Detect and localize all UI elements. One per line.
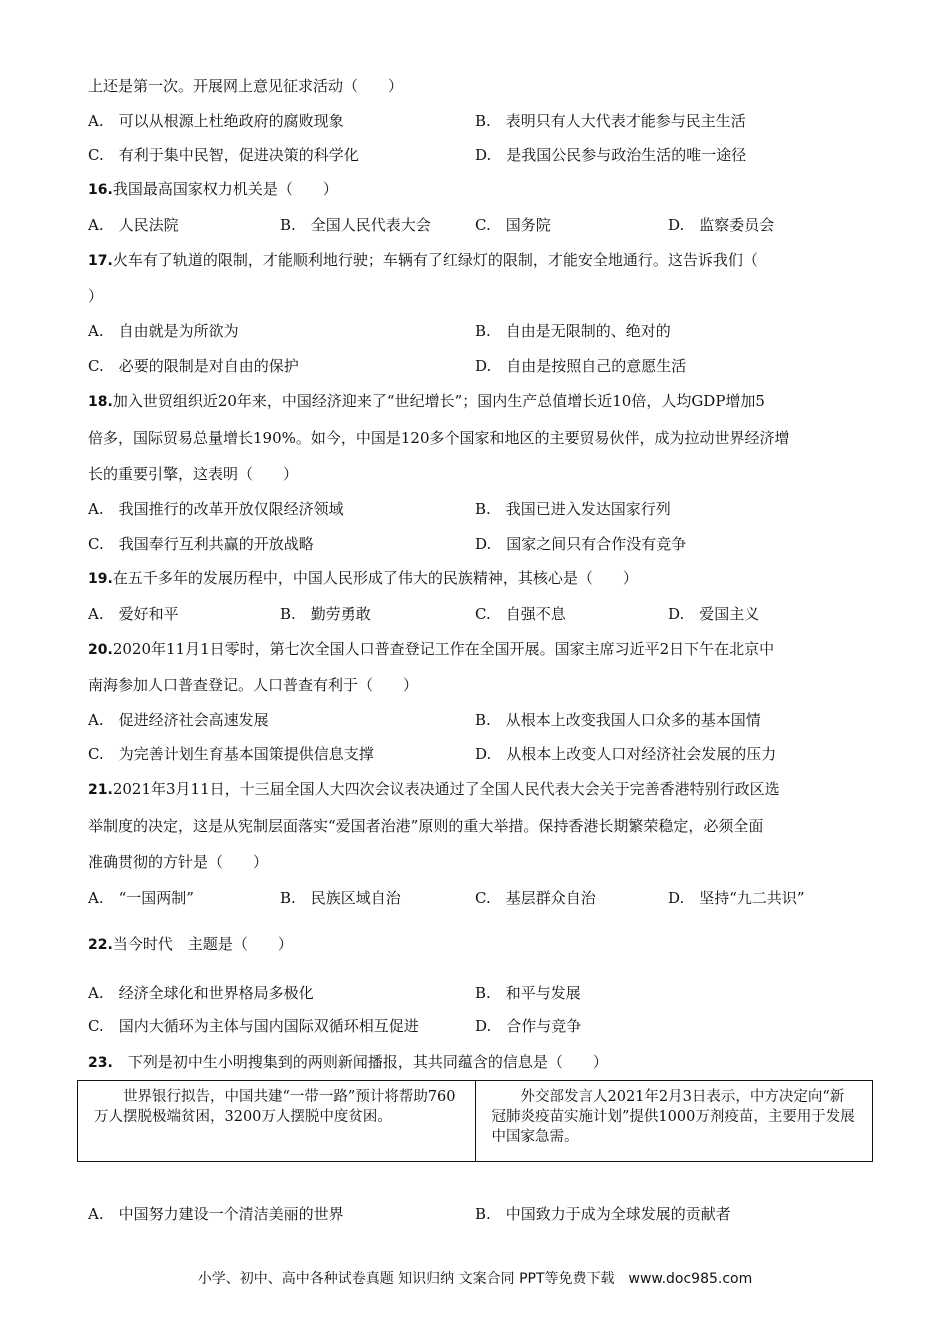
q15-option-c: C. 有利于集中民智，促进决策的科学化 [88, 146, 359, 164]
q17-option-b: B. 自由是无限制的、绝对的 [475, 322, 671, 340]
q21-stem-line3: 准确贯彻的方针是（ ） [88, 853, 269, 871]
q20-number: 20. [88, 642, 113, 658]
q20-option-d: D. 从根本上改变人口对经济社会发展的压力 [475, 745, 777, 763]
q16-stem [88, 179, 338, 200]
q16-option-c: C. 国务院 [475, 216, 551, 234]
q22-option-a: A. 经济全球化和世界格局多极化 [88, 984, 314, 1002]
q18-option-a: A. 我国推行的改革开放仅限经济领域 [88, 500, 344, 518]
page-footer: 小学、初中、高中各种试卷真题 知识归纳 文案合同 PPT等免费下载 www.doc985.com [197, 1271, 753, 1287]
q23-number: 23. [88, 1055, 113, 1071]
q23-option-a: A. 中国努力建设一个清洁美丽的世界 [88, 1205, 344, 1223]
q20-text-1: 2020年11月1日零时，第七次全国人口普查登记工作在全国开展。国家主席习近平2日下午在北京中 [112, 640, 775, 658]
q21-text-1: 2021年3月11日，十三届全国人大四次会议表决通过了全国人民代表大会关于完善香港特别行政区选 [112, 780, 780, 798]
q16-option-a: A. 人民法院 [88, 216, 179, 234]
q22-text: 当今时代 主题是（ ） [112, 935, 293, 953]
q18-option-d: D. 国家之间只有合作没有竞争 [475, 535, 687, 553]
q15-option-d: D. 是我国公民参与政治生活的唯一途径 [475, 146, 747, 164]
q20-option-b: B. 从根本上改变我国人口众多的基本国情 [475, 711, 761, 729]
q20-stem-line2: 南海参加人口普查登记。人口普查有利于（ ） [88, 676, 419, 694]
q19-number: 19. [88, 571, 113, 587]
q18-option-c: C. 我国奉行互利共赢的开放战略 [88, 535, 314, 553]
q15-option-b: B. 表明只有人大代表才能参与民主生活 [475, 112, 746, 130]
q21-option-d: D. 坚持“九二共识” [668, 889, 805, 907]
q18-number: 18. [88, 394, 113, 410]
q20-stem-line1 [88, 639, 774, 660]
q23-text: 下列是初中生小明搜集到的两则新闻播报，其共同蕴含的信息是（ ） [112, 1053, 608, 1071]
q18-stem-line2: 倍多，国际贸易总量增长190%。如今，中国是120多个国家和地区的主要贸易伙伴，成为拉动世界经济增 [88, 429, 790, 447]
q17-option-a: A. 自由就是为所欲为 [88, 322, 239, 340]
q21-option-b: B. 民族区域自治 [280, 889, 401, 907]
q23-option-b: B. 中国致力于成为全球发展的贡献者 [475, 1205, 731, 1223]
q21-stem-line1 [88, 779, 780, 800]
q18-stem-line3: 长的重要引擎，这表明（ ） [88, 465, 299, 483]
q20-option-a: A. 促进经济社会高速发展 [88, 711, 269, 729]
q16-text: 我国最高国家权力机关是（ ） [112, 180, 338, 198]
q18-stem-line1 [88, 391, 765, 412]
q21-option-a: A. “一国两制” [88, 889, 194, 907]
q22-option-b: B. 和平与发展 [475, 984, 581, 1002]
q22-stem [88, 934, 293, 955]
q19-option-d: D. 爱国主义 [668, 605, 760, 623]
q23-stem [88, 1052, 608, 1073]
q19-text: 在五千多年的发展历程中，中国人民形成了伟大的民族精神，其核心是（ ） [112, 569, 638, 587]
news-left-text: 世界银行拟告，中国共建“一带一路”预计将帮助760万人摆脱极端贫困，3200万人摆脱中度贫困。 [94, 1089, 456, 1125]
news-table [77, 1080, 873, 1162]
q22-option-d: D. 合作与竞争 [475, 1017, 582, 1035]
q21-option-c: C. 基层群众自治 [475, 889, 596, 907]
q22-number: 22. [88, 937, 113, 953]
q18-text-1: 加入世贸组织近20年来，中国经济迎来了“世纪增长”；国内生产总值增长近10倍，人均GDP增加5 [112, 392, 765, 410]
q16-number: 16. [88, 182, 113, 198]
q19-option-a: A. 爱好和平 [88, 605, 179, 623]
q15-option-a: A. 可以从根源上杜绝政府的腐败现象 [88, 112, 344, 130]
q17-option-c: C. 必要的限制是对自由的保护 [88, 357, 299, 375]
news-cell-right [475, 1081, 873, 1161]
q22-option-c: C. 国内大循环为主体与国内国际双循环相互促进 [88, 1017, 419, 1035]
q19-option-c: C. 自强不息 [475, 605, 566, 623]
q18-option-b: B. 我国已进入发达国家行列 [475, 500, 671, 518]
q19-stem [88, 568, 638, 589]
q17-text-1: 火车有了轨道的限制，才能顺利地行驶；车辆有了红绿灯的限制，才能安全地通行。这告诉我们（ [112, 251, 758, 269]
q15-stem-tail: 上还是第一次。开展网上意见征求活动（ ） [88, 77, 404, 95]
q16-option-d: D. 监察委员会 [668, 216, 775, 234]
q17-option-d: D. 自由是按照自己的意愿生活 [475, 357, 687, 375]
q17-stem-line2: ） [88, 287, 104, 305]
q17-number: 17. [88, 253, 113, 269]
q16-option-b: B. 全国人民代表大会 [280, 216, 431, 234]
q19-option-b: B. 勤劳勇敢 [280, 605, 371, 623]
q17-stem-line1 [88, 250, 758, 271]
news-right-text: 外交部发言人2021年2月3日表示，中方决定向“新冠肺炎疫苗实施计划”提供1000万剂疫苗，主要用于发展中国家急需。 [491, 1089, 855, 1145]
q20-option-c: C. 为完善计划生育基本国策提供信息支撑 [88, 745, 374, 763]
q21-stem-line2: 举制度的决定，这是从宪制层面落实“爱国者治港”原则的重大举措。保持香港长期繁荣稳定，必须全面 [88, 817, 764, 835]
news-cell-left [78, 1081, 475, 1161]
q21-number: 21. [88, 782, 113, 798]
